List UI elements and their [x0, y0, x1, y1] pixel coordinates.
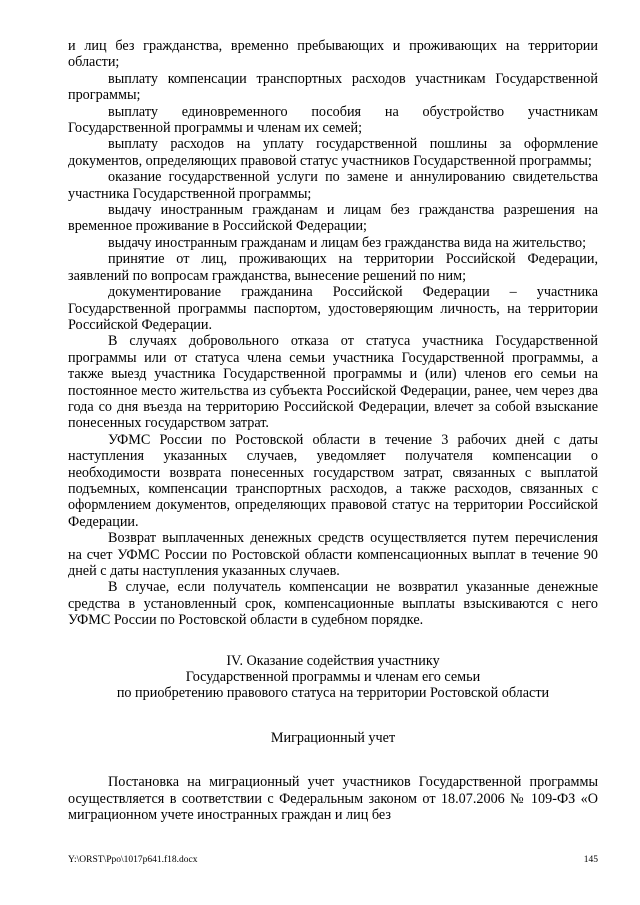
paragraph: выплату единовременного пособия на обустройство участникам Государственной программы и членам их семей;	[68, 103, 598, 137]
paragraph: выплату компенсации транспортных расходов участникам Государственной программы;	[68, 70, 598, 104]
paragraph: документирование гражданина Российской Федерации – участника Государственной программы паспортом, удостоверяющим личность, на территории Российской Федерации.	[68, 284, 598, 333]
final-paragraph: Постановка на миграционный учет участников Государственной программы осуществляется в соответствии с Федеральным законом от 18.07.2006 № 109-ФЗ «О миграционном учете иностранных граждан и лиц без	[68, 774, 598, 824]
body-text	[68, 38, 598, 629]
paragraph: выдачу иностранным гражданам и лицам без гражданства вида на жительство;	[108, 234, 587, 251]
page-footer	[68, 855, 598, 865]
paragraph: выдачу иностранным гражданам и лицам без гражданства разрешения на временное проживание в Российской Федерации;	[68, 202, 598, 235]
section-heading-line2: Государственной программы и членам его семьи	[185, 669, 481, 686]
paragraph: принятие от лиц, проживающих на территории Российской Федерации, заявлений по вопросам гражданства, вынесение решений по ним;	[68, 251, 598, 284]
paragraph: выплату расходов на уплату государственной пошлины за оформление документов, определяющих правовой статус участников Государственной программы;	[68, 136, 598, 169]
section-heading	[68, 653, 598, 702]
section-heading-line3: по приобретению правового статуса на территории Ростовской области	[116, 685, 550, 702]
paragraph: оказание государственной услуги по замене и аннулированию свидетельства участника Государственной программы;	[68, 169, 598, 202]
paragraph: и лиц без гражданства, временно пребывающих и проживающих на территории области;	[68, 38, 598, 71]
footer-file-path: Y:\ORST\Ppo\1017p641.f18.docx	[68, 855, 198, 865]
paragraph: В случаях добровольного отказа от статуса участника Государственной программы или от статуса члена семьи участника Государственной программы, а также выезд участника Государственной программы и (или) членов его семьи на постоянное место жительства из субъекта Российской Федерации, ранее, чем через два года со дня въезда на территорию Российской Федерации, влечет за собой взыскание понесенных государством затрат.	[68, 333, 598, 432]
footer-page-number: 145	[583, 855, 598, 865]
paragraph: УФМС России по Ростовской области в течение 3 рабочих дней с даты наступления указанных случаев, уведомляет получателя компенсации о необходимости возврата понесенных государством затрат, связанных с выплатой подъемных, компенсации транспортных расходов, а также расходов, связанных с оформлением документов, определяющих правовой статус на территории Российской Федерации.	[68, 431, 598, 530]
paragraph: Возврат выплаченных денежных средств осуществляется путем перечисления на счет УФМС России по Ростовской области компенсационных выплат в течение 90 дней с даты наступления указанных случаев.	[68, 530, 598, 579]
subheading: Миграционный учет	[270, 729, 396, 746]
paragraph: В случае, если получатель компенсации не возвратил указанные денежные средства в установленный срок, компенсационные выплаты взыскиваются с него УФМС России по Ростовской области в судебном порядке.	[68, 579, 598, 629]
section-heading-line1: IV. Оказание содействия участнику	[226, 652, 440, 669]
